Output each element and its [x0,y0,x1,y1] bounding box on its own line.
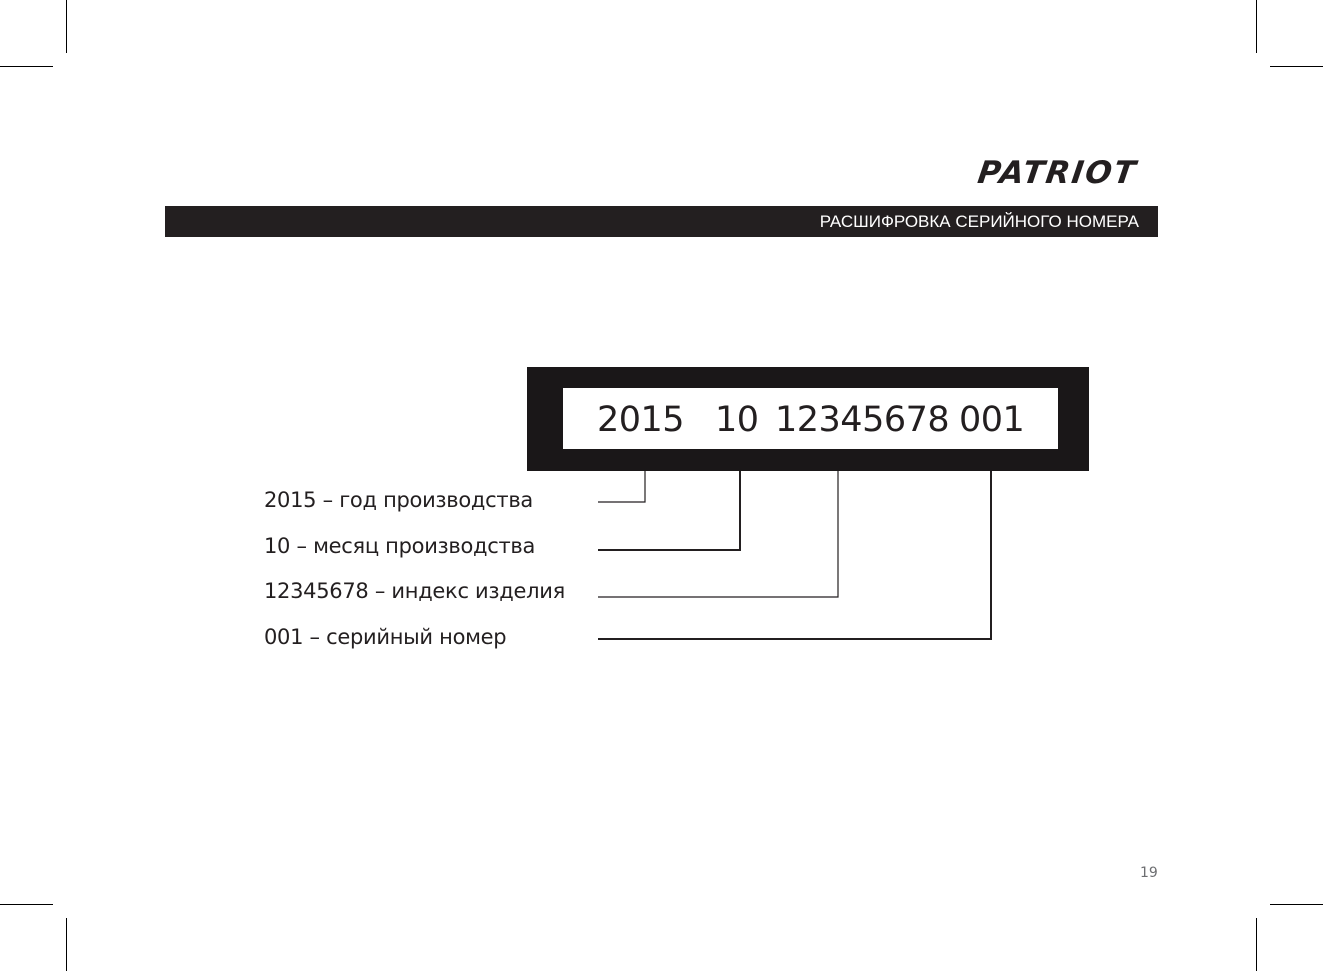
legend-item-year: 2015 – год производства [264,488,533,512]
serial-part-serial: 001 [959,400,1025,440]
serial-part-product-index: 12345678 [775,400,950,440]
brand-logo: PATRIOT [975,155,1140,191]
section-title: РАСШИФРОВКА СЕРИЙНОГО НОМЕРА [819,212,1139,231]
leader-line-month [598,471,740,550]
leader-line-year [598,471,645,502]
legend-item-product-index: 12345678 – индекс изделия [264,579,565,603]
legend-item-month: 10 – месяц производства [264,534,536,558]
legend-item-serial: 001 – серийный номер [264,625,507,649]
serial-part-month: 10 [715,400,759,440]
leader-line-product-index [598,471,838,597]
leader-line-serial [598,471,991,639]
page-number: 19 [1140,865,1158,881]
serial-part-year: 2015 [597,400,685,440]
